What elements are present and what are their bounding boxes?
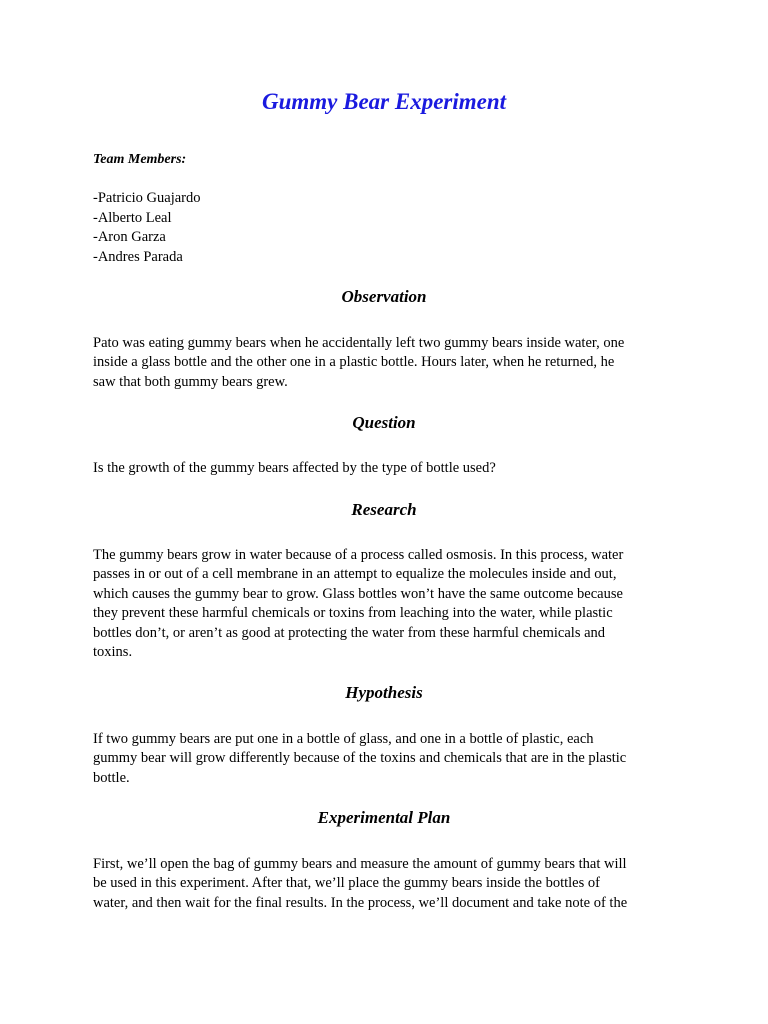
team-member: -Aron Garza [93, 229, 166, 245]
team-members-list [93, 189, 201, 267]
team-members-label: Team Members: [93, 152, 187, 167]
section-heading-observation: Observation [341, 287, 427, 306]
text-line: toxins. [93, 644, 133, 661]
text-line: Pato was eating gummy bears when he accidentally left two gummy bears inside water, one [93, 335, 625, 351]
text-line: saw that both gummy bears grew. [93, 373, 288, 390]
text-line: gummy bear will grow differently because of the toxins and chemicals that are in the plastic [93, 750, 627, 767]
text-line: they prevent these harmful chemicals or toxins from leaching into the water, while plastic [93, 605, 613, 622]
team-member: -Patricio Guajardo [93, 190, 201, 206]
text-line: bottles don’t, or aren’t as good at protecting the water from these harmful chemicals and [93, 624, 606, 641]
text-line: passes in or out of a cell membrane in an attempt to equalize the molecules inside and out, [93, 566, 617, 583]
team-member: -Alberto Leal [93, 209, 172, 226]
text-line: which causes the gummy bear to grow. Glass bottles won’t have the same outcome because [93, 585, 623, 602]
section-body-experimental-plan [93, 855, 669, 913]
section-body-hypothesis [93, 730, 669, 788]
document-title: Gummy Bear Experiment [261, 89, 507, 114]
text-line: be used in this experiment. After that, we’ll place the gummy bears inside the bottles of [93, 875, 600, 892]
text-line: water, and then wait for the final results. In the process, we’ll document and take note of the [93, 894, 628, 911]
section-body-research [93, 546, 669, 662]
section-body-question [93, 459, 669, 478]
text-line: The gummy bears grow in water because of a process called osmosis. In this process, water [93, 547, 624, 563]
section-heading-question: Question [352, 413, 416, 432]
team-member: -Andres Parada [93, 248, 183, 265]
section-heading-research: Research [351, 500, 417, 519]
text-line: inside a glass bottle and the other one in a plastic bottle. Hours later, when he returned, he [93, 354, 615, 371]
section-heading-experimental-plan: Experimental Plan [317, 808, 451, 827]
text-line: First, we’ll open the bag of gummy bears and measure the amount of gummy bears that will [93, 856, 627, 872]
section-heading-hypothesis: Hypothesis [345, 683, 423, 702]
text-line: bottle. [93, 769, 130, 786]
text-line: Is the growth of the gummy bears affected by the type of bottle used? [93, 460, 496, 476]
text-line: If two gummy bears are put one in a bottle of glass, and one in a bottle of plastic, each [93, 731, 594, 747]
section-body-observation [93, 334, 669, 392]
